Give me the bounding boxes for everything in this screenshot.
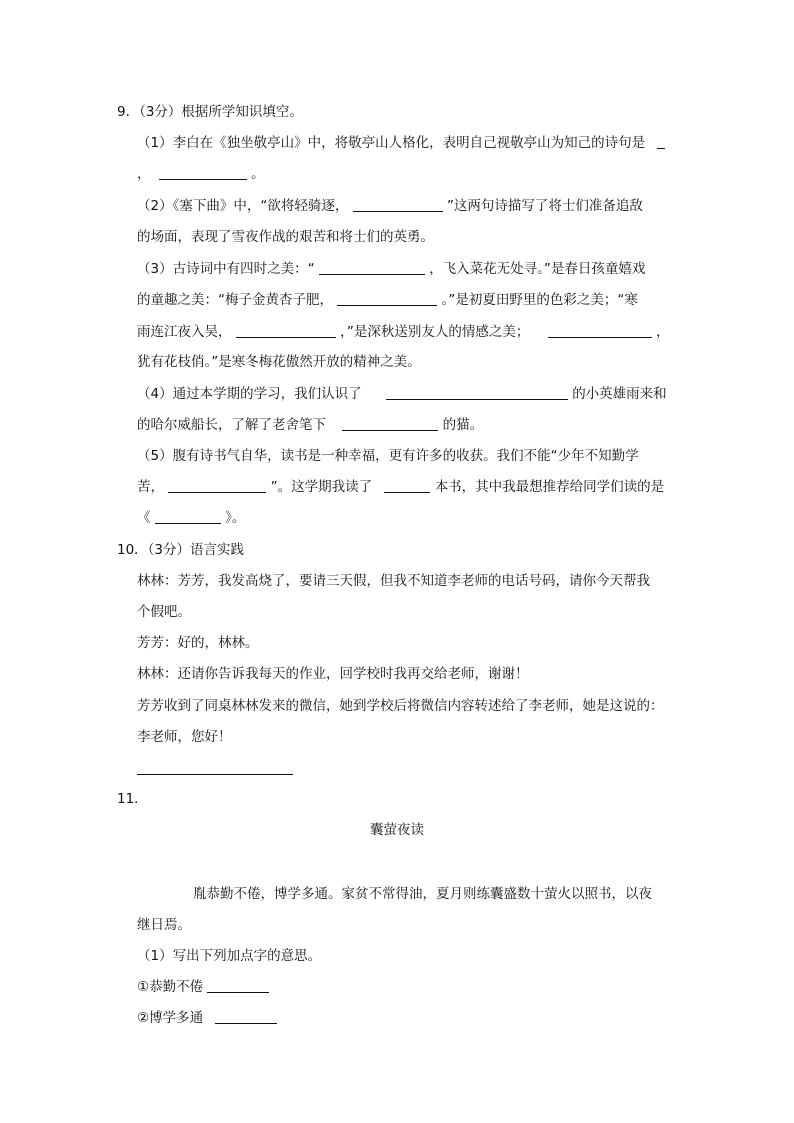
q9-p5-blank3[interactable] — [155, 509, 221, 524]
q11-item2 — [137, 1008, 277, 1028]
q9-p1-line2 — [137, 164, 265, 184]
q11-item1 — [137, 977, 269, 997]
q9-p1-comma: ， — [137, 166, 151, 182]
q11-item1-blank[interactable] — [207, 978, 269, 993]
q9-p5-text-d: 本书，其中我最想推荐给同学们读的是 — [434, 479, 665, 495]
q9-p5-line2 — [137, 477, 664, 497]
q9-p4-line1 — [137, 384, 667, 404]
q9-p4-text-d: 的猫。 — [442, 417, 484, 433]
q11-passage-title: 囊萤夜读 — [370, 822, 424, 838]
q9-p5-text-e: 《 — [137, 510, 151, 526]
q9-p4-text-a: （4）通过本学期的学习，我们认识了 — [137, 386, 362, 402]
q9-p1-blank1[interactable] — [657, 134, 665, 149]
q9-p2-line1 — [137, 196, 643, 216]
q9-p3-text-b: ，飞入菜花无处寻。”是春日孩童嬉戏 — [429, 261, 646, 277]
q9-p3-text-a: （3）古诗词中有四时之美：“ — [137, 261, 315, 277]
q9-p5-text-b: 苦， — [137, 479, 164, 495]
q11-heading: 11． — [117, 791, 148, 807]
q9-p5-line1: （5）腹有诗书气自华，读书是一种幸福，更有许多的收获。我们不能“少年不知勤学 — [137, 448, 639, 464]
q11-sub1: （1）写出下列加点字的意思。 — [137, 948, 322, 964]
q10-line5: 芳芳收到了同桌林林发来的微信，她到学校后将微信内容转述给了李老师，她是这说的： — [137, 698, 664, 714]
q9-p3-blank3[interactable] — [236, 323, 336, 338]
q9-p3-blank2[interactable] — [337, 291, 437, 306]
q9-p3-line2 — [137, 290, 638, 310]
q9-p3-text-f: ，”是深秋送别友人的情感之美； — [340, 324, 530, 340]
q9-p1-text: （1）李白在《独坐敬亭山》中，将敬亭山人格化，表明自己视敬亭山为知己的诗句是 — [137, 135, 646, 151]
q9-p4-text-b: 的小英雄雨来和 — [572, 386, 667, 402]
q9-p2-blank[interactable] — [353, 197, 443, 212]
q9-p1-line1 — [137, 133, 665, 153]
q11-passage-line1: 胤恭勤不倦，博学多通。家贫不常得油，夏月则练囊盛数十萤火以照书，以夜 — [193, 886, 652, 902]
q9-p5-text-f: 》。 — [225, 510, 246, 526]
q10-line3: 芳芳：好的，林林。 — [137, 635, 259, 651]
q9-p1-period: 。 — [251, 166, 265, 182]
q9-p3-line3 — [137, 322, 669, 342]
q10-heading: 10．（3分）语言实践 — [117, 542, 245, 558]
q9-heading: 9．（3分）根据所学知识填空。 — [117, 104, 303, 120]
q9-p1-blank2[interactable] — [159, 165, 247, 180]
q11-item2-blank[interactable] — [215, 1009, 277, 1024]
q9-p4-text-c: 的哈尔威船长，了解了老舍笔下 — [137, 417, 326, 433]
q9-p3-line4: 犹有花枝俏。”是寒冬梅花傲然开放的精神之美。 — [137, 354, 421, 370]
q9-p5-text-c: ”。这学期我读了 — [270, 479, 373, 495]
q9-p3-text-c: 的童趣之美：“梅子金黄杏子肥， — [137, 292, 333, 308]
q9-p2-text-b: ”这两句诗描写了将士们准备追敌 — [446, 198, 643, 214]
q9-p5-blank1[interactable] — [168, 478, 266, 493]
q9-p3-blank4[interactable] — [548, 323, 652, 338]
q9-p3-text-d: 。”是初夏田野里的色彩之美；“寒 — [441, 292, 638, 308]
q9-p3-line1 — [137, 259, 645, 279]
q11-passage-line2: 继日焉。 — [137, 917, 191, 933]
q9-p3-blank1[interactable] — [319, 260, 425, 275]
q9-p4-line2 — [137, 415, 483, 435]
q9-p5-blank2[interactable] — [384, 478, 430, 493]
q9-p3-text-g: ， — [655, 324, 670, 340]
q10-answer-blank[interactable] — [137, 774, 293, 775]
q9-p3-text-e: 雨连江夜入吴， — [137, 324, 232, 340]
q9-p4-blank2[interactable] — [342, 416, 438, 431]
q9-p4-blank1[interactable] — [386, 385, 568, 400]
q9-p5-line3 — [137, 508, 245, 528]
q9-p2-line2: 的场面，表现了雪夜作战的艰苦和将士们的英勇。 — [137, 229, 434, 245]
q10-line2: 个假吧。 — [137, 604, 191, 620]
q10-line1: 林林：芳芳，我发高烧了，要请三天假，但我不知道李老师的电话号码，请你今天帮我 — [137, 573, 650, 589]
q11-item2-text: ②博学多通 — [137, 1010, 204, 1026]
q9-p2-text-a: （2）《塞下曲》中，“欲将轻骑逐， — [137, 198, 349, 214]
q11-item1-text: ①恭勤不倦 — [137, 979, 204, 995]
q10-line6: 李老师，您好！ — [137, 729, 232, 745]
q10-line4: 林林：还请你告诉我每天的作业，回学校时我再交给老师，谢谢！ — [137, 666, 529, 682]
